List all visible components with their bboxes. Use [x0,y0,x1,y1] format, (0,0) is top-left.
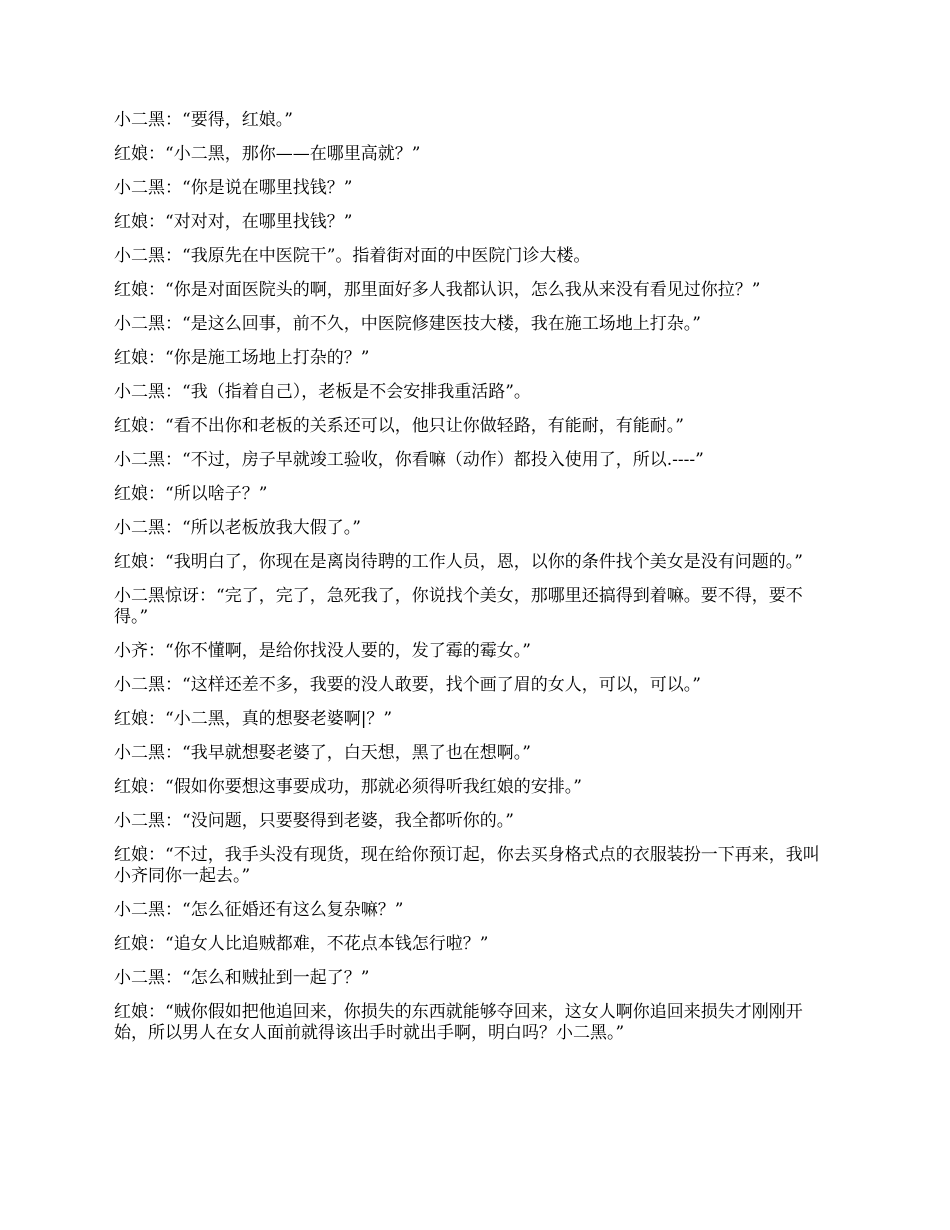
dialogue-line: 小二黑：“不过，房子早就竣工验收，你看嘛（动作）都投入使用了，所以.----” [114,450,704,470]
dialogue-line: 红娘：“不过，我手头没有现货，现在给你预订起，你去买身格式点的衣服装扮一下再来，我叫小齐同你一起去。” [114,845,820,886]
dialogue-line: 红娘：“对对对，在哪里找钱？” [114,212,353,232]
dialogue-line: 小二黑：“我早就想娶老婆了，白天想，黑了也在想啊。” [114,743,531,763]
dialogue-line: 小二黑：“没问题，只要娶得到老婆，我全都听你的。” [114,811,514,831]
dialogue-line: 红娘：“你是施工场地上打杂的？” [114,348,370,368]
dialogue-line: 小二黑：“怎么征婚还有这么复杂嘛？” [114,900,404,920]
dialogue-line: 红娘：“贼你假如把他追回来，你损失的东西就能够夺回来，这女人啊你追回来损失才刚刚开始，所以男人在女人面前就得该出手时就出手啊，明白吗？小二黑。” [114,1002,803,1043]
dialogue-line: 小齐：“你不懂啊，是给你找没人要的，发了霉的霉女。” [114,641,531,661]
dialogue-line: 红娘：“你是对面医院头的啊，那里面好多人我都认识，怎么我从来没有看见过你拉？” [114,280,761,300]
dialogue-line: 红娘：“追女人比追贼都难，不花点本钱怎行啦？” [114,934,489,954]
dialogue-line: 小二黑：“要得，红娘。” [114,110,293,130]
dialogue-line: 红娘：“小二黑，真的想娶老婆啊|？” [114,709,393,729]
dialogue-line: 小二黑：“怎么和贼扯到一起了？” [114,968,370,988]
dialogue-line: 小二黑：“我原先在中医院干”。指着街对面的中医院门诊大楼。 [114,246,591,266]
dialogue-line: 小二黑惊讶：“完了，完了，急死我了，你说找个美女，那哪里还搞得到着嘛。要不得，要不得。” [114,586,803,627]
dialogue-line: 小二黑：“这样还差不多，我要的没人敢要，找个画了眉的女人，可以，可以。” [114,675,701,695]
dialogue-line: 红娘：“假如你要想这事要成功，那就必须得听我红娘的安排。” [114,777,582,797]
dialogue-line: 红娘：“小二黑，那你——在哪里高就？” [114,144,421,164]
dialogue-line: 红娘：“我明白了，你现在是离岗待聘的工作人员，恩，以你的条件找个美女是没有问题的。” [114,552,803,572]
dialogue-line: 红娘：“看不出你和老板的关系还可以，他只让你做轻路，有能耐，有能耐。” [114,416,684,436]
dialogue-line: 小二黑：“所以老板放我大假了。” [114,518,361,538]
dialogue-line: 小二黑：“你是说在哪里找钱？” [114,178,353,198]
dialogue-text [114,110,836,1057]
dialogue-line: 小二黑：“我（指着自己），老板是不会安排我重活路”。 [114,382,531,402]
dialogue-line: 小二黑：“是这么回事，前不久，中医院修建医技大楼，我在施工场地上打杂。” [114,314,701,334]
dialogue-line: 红娘：“所以啥子？” [114,484,268,504]
